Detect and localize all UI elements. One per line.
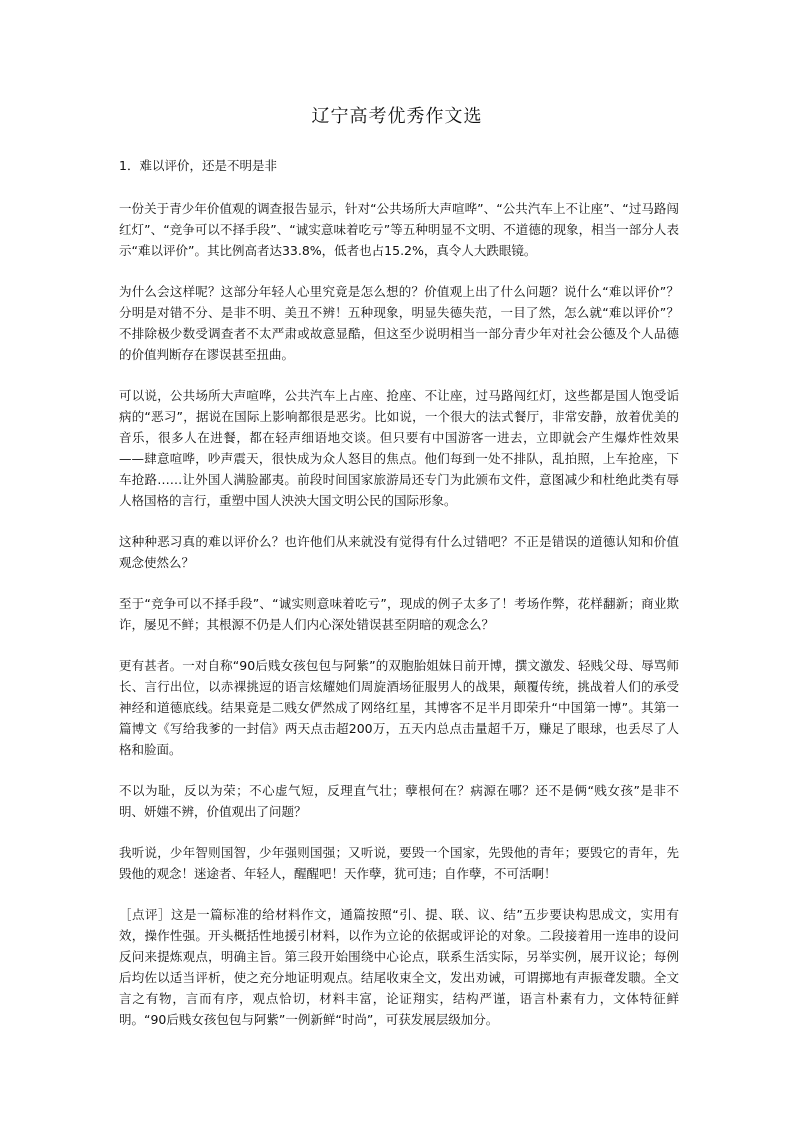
section-heading: 1．难以评价，还是不明是非 bbox=[119, 158, 277, 173]
document-title: 辽宁高考优秀作文选 bbox=[311, 106, 483, 127]
paragraph: 一份关于青少年价值观的调查报告显示，针对“公共场所大声喧哗”、“公共汽车上不让座”、“过马路闯红灯”、“竞争可以不择手段”、“诚实意味着吃亏”等五种明显不文明、不道德的现象，相当一部分人表示“难以评价”。其比例高者达33.8%，低者也占15.2%，真令人大跌眼镜。 bbox=[119, 201, 679, 258]
commentary-paragraph: ［点评］这是一篇标准的给材料作文，通篇按照“引、提、联、议、结”五步要诀构思成文，实用有效，操作性强。开头概括性地援引材料，以作为立论的依据或评论的对象。二段接着用一连串的设问反问来提炼观点，明确主旨。第三段开始围绕中心论点，联系生活实际，另举实例，展开议论；每例后均佐以适当评析，使之充分地证明观点。结尾收束全文，发出劝诫，可谓掷地有声振聋发聩。全文言之有物，言而有序，观点恰切，材料丰富，论证翔实，结构严谨，语言朴素有力，文体特征鲜明。“90后贱女孩包包与阿紫”一例新鲜“时尚”，可获发展层级加分。 bbox=[119, 907, 679, 1027]
paragraph: 可以说，公共场所大声喧哗，公共汽车上占座、抢座、不让座，过马路闯红灯，这些都是国人饱受诟病的“恶习”，据说在国际上影响都很是恶劣。比如说，一个很大的法式餐厅，非常安静，放着优美的音乐，很多人在进餐，都在轻声细语地交谈。但只要有中国游客一进去，立即就会产生爆炸性效果——肆意喧哗，吵声震天，很快成为众人怒目的焦点。他们每到一处不排队，乱拍照，上车抢座，下车抢路……让外国人满脸鄙夷。前段时间国家旅游局还专门为此颁布文件，意图减少和杜绝此类有辱人格国格的言行，重塑中国人泱泱大国文明公民的国际形象。 bbox=[119, 388, 679, 508]
paragraph: 这种种恶习真的难以评价么？也许他们从来就没有觉得有什么过错吧？不正是错误的道德认知和价值观念使然么？ bbox=[119, 534, 679, 570]
paragraph: 我听说，少年智则国智，少年强则国强；又听说，要毁一个国家，先毁他的青年；要毁它的青年，先毁他的观念！迷途者、年轻人，醒醒吧！天作孽，犹可违；自作孽，不可活啊！ bbox=[119, 845, 679, 881]
paragraph: 为什么会这样呢？这部分年轻人心里究竟是怎么想的？价值观上出了什么问题？说什么“难以评价”？分明是对错不分、是非不明、美丑不辨！五种现象，明显失德失范，一目了然，怎么就“难以评价”？不排除极少数受调查者不太严肃或故意显酷，但这至少说明相当一部分青少年对社会公德及个人品德的价值判断存在谬误甚至扭曲。 bbox=[119, 284, 679, 362]
document-body bbox=[119, 155, 679, 1050]
paragraph: 至于“竞争可以不择手段”、“诚实则意味着吃亏”，现成的例子太多了！考场作弊，花样翻新；商业欺诈，屡见不鲜；其根源不仍是人们内心深处错误甚至阴暗的观念么？ bbox=[119, 596, 679, 632]
paragraph: 更有甚者。一对自称“90后贱女孩包包与阿紫”的双胞胎姐妹日前开博，撰文激发、轻贱父母、辱骂师长、言行出位，以赤裸挑逗的语言炫耀她们周旋酒场征服男人的战果，颠覆传统，挑战着人们的承受神经和道德底线。结果竟是二贱女俨然成了网络红星，其博客不足半月即荣升“中国第一博”。其第一篇博文《写给我爹的一封信》两天点击超200万，五天内总点击量超千万，赚足了眼球，也丢尽了人格和脸面。 bbox=[119, 658, 679, 757]
paragraph: 不以为耻，反以为荣；不心虚气短，反理直气壮；孽根何在？病源在哪？还不是俩“贱女孩”是非不明、妍媸不辨，价值观出了问题？ bbox=[119, 783, 679, 819]
